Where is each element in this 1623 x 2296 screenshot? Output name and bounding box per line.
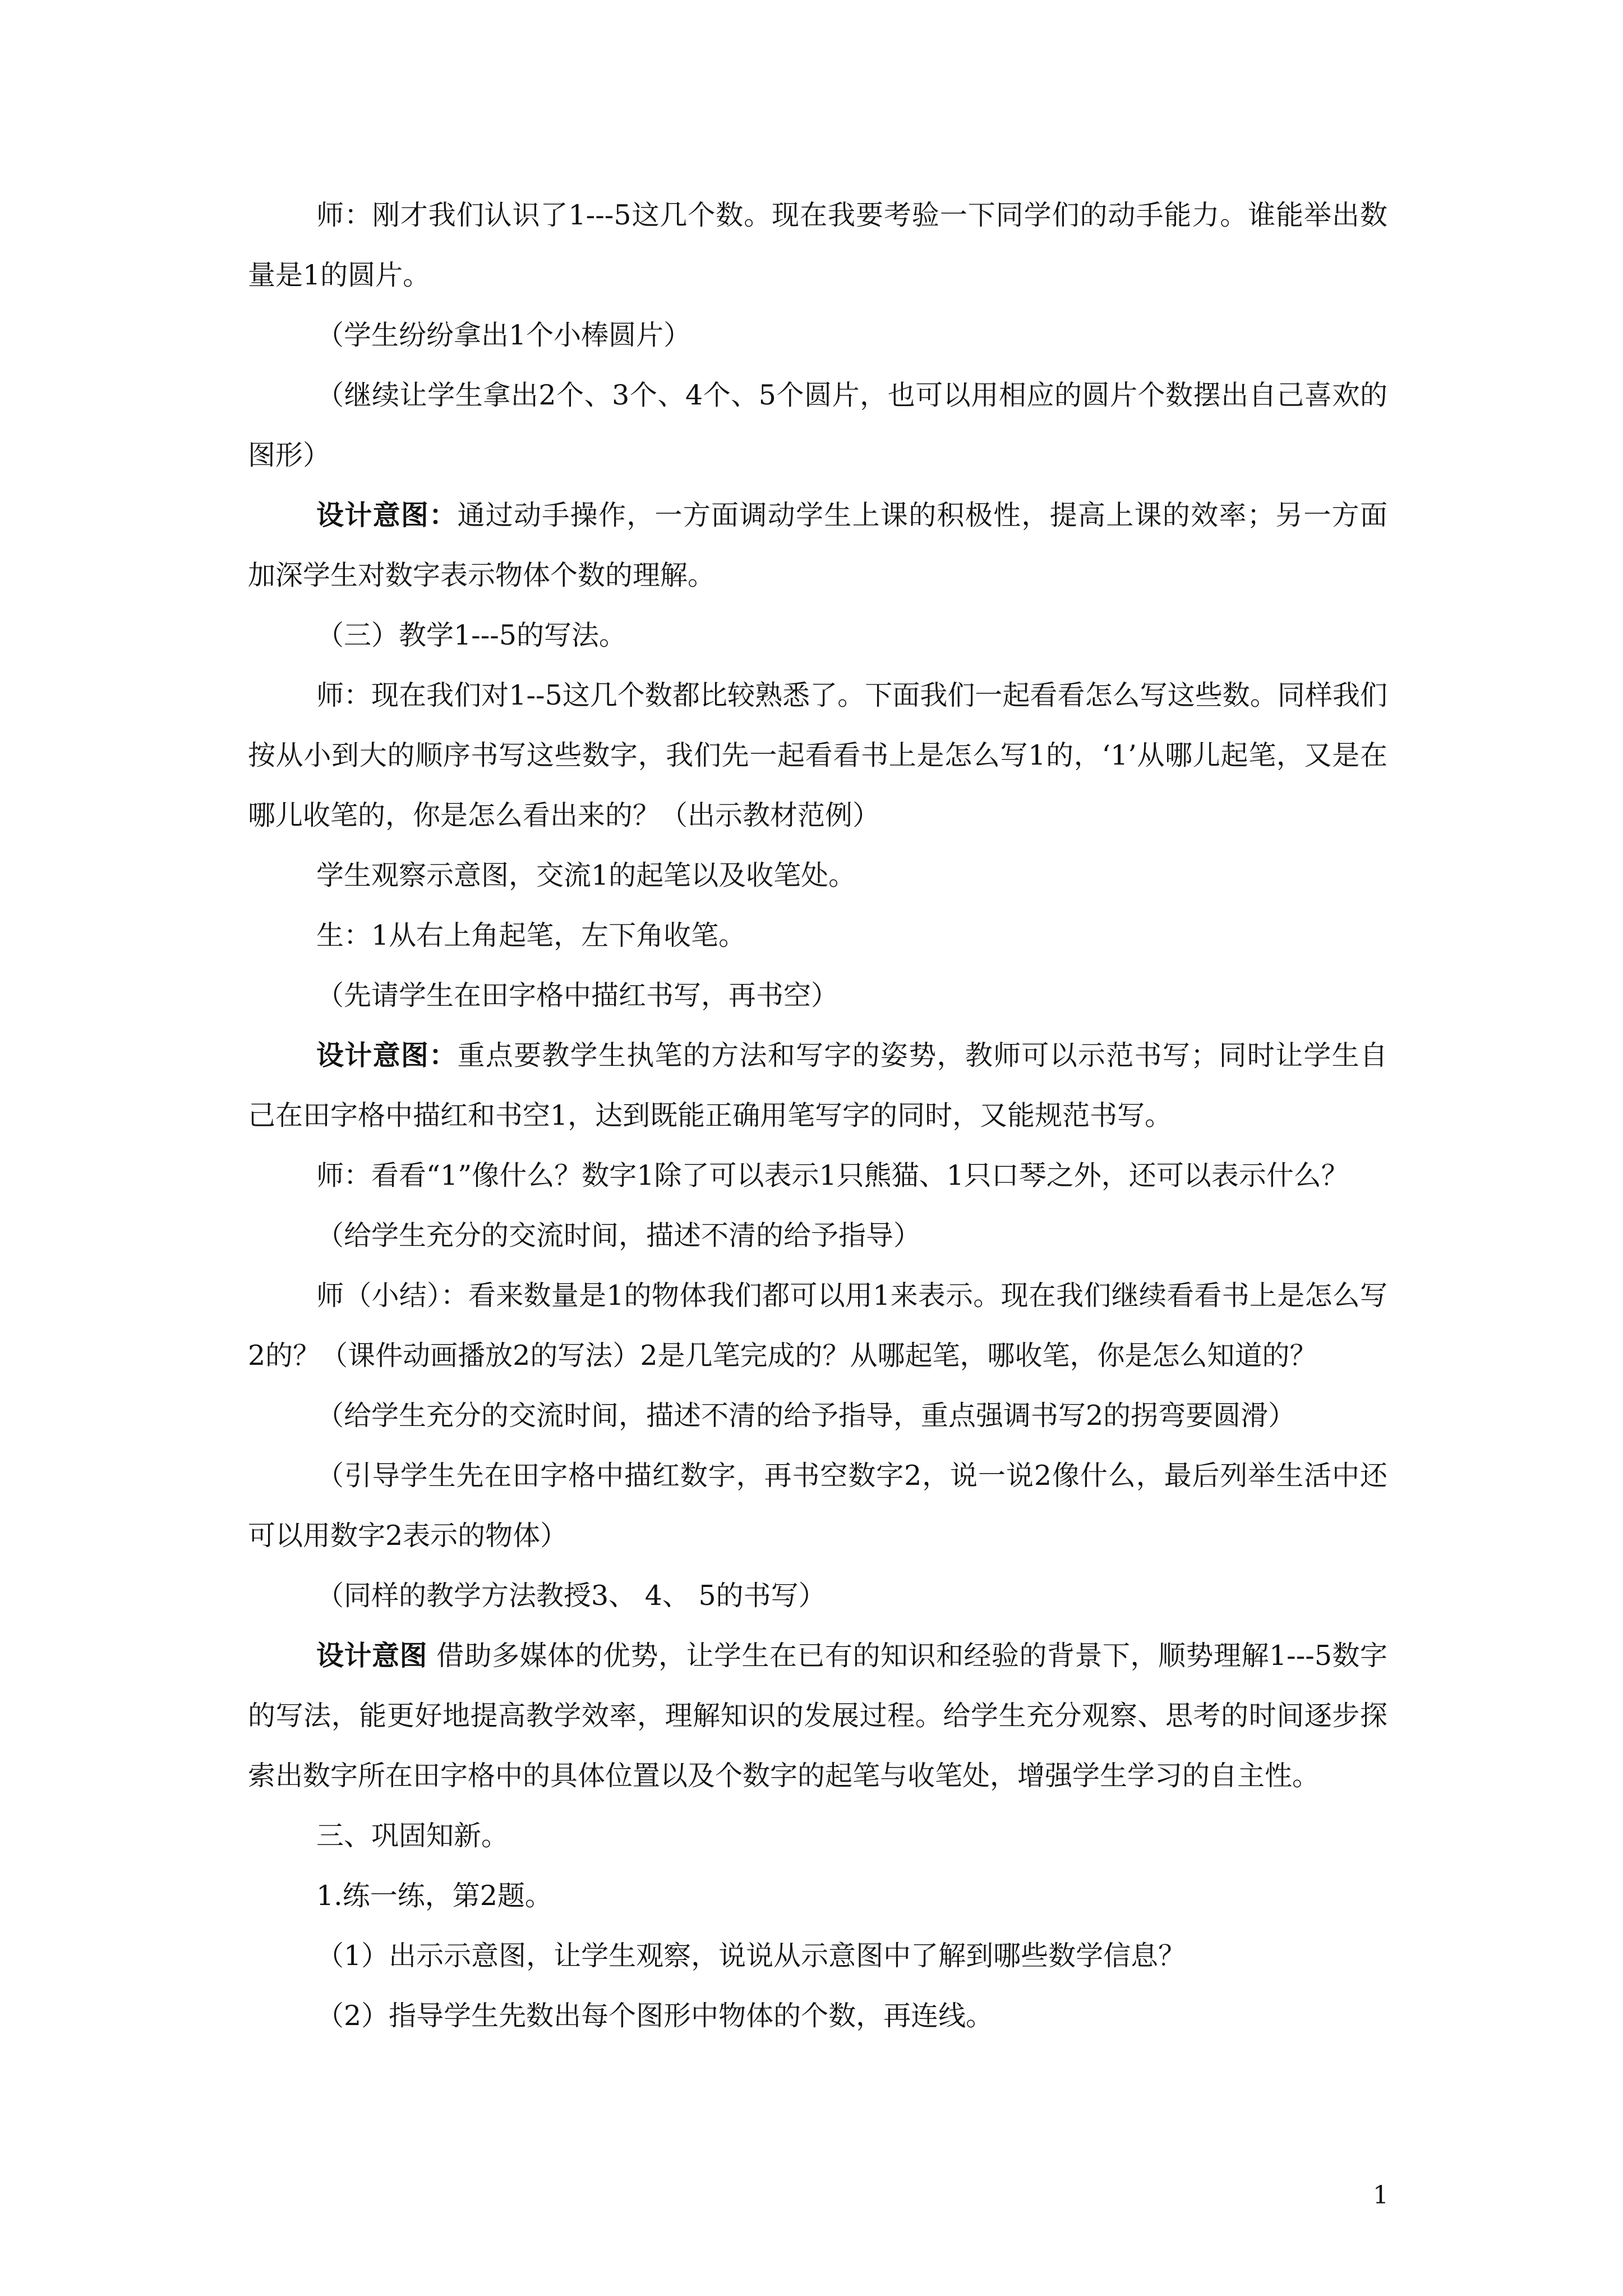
paragraph <box>248 1866 1387 1926</box>
paragraph <box>248 1386 1387 1446</box>
paragraph-label: 设计意图： <box>316 499 458 531</box>
paragraph <box>248 1806 1387 1866</box>
paragraph-text: 学生观察示意图，交流1的起笔以及收笔处。 <box>316 859 856 891</box>
page-number: 1 <box>1373 2181 1389 2210</box>
paragraph-text: （同样的教学方法教授3、 4、 5的书写） <box>316 1580 826 1612</box>
paragraph <box>248 1926 1387 1986</box>
paragraph-text: （2）指导学生先数出每个图形中物体的个数，再连线。 <box>316 2000 994 2032</box>
paragraph <box>248 365 1387 485</box>
paragraph <box>248 1025 1387 1145</box>
paragraph-text: 借助多媒体的优势，让学生在已有的知识和经验的背景下，顺势理解1---5数字的写法，能更好地提高教学效率，理解知识的发展过程。给学生充分观察、思考的时间逐步探索出数字所在田字格中的具体位置以及个数字的起笔与收笔处，增强学生学习的自主性。 <box>248 1640 1387 1792</box>
paragraph-text: 师（小结）：看来数量是1的物体我们都可以用1来表示。现在我们继续看看书上是怎么写2的？（课件动画播放2的写法）2是几笔完成的？从哪起笔，哪收笔，你是怎么知道的？ <box>248 1280 1387 1372</box>
paragraph-text: （给学生充分的交流时间，描述不清的给予指导） <box>316 1220 921 1251</box>
paragraph-text: 三、巩固知新。 <box>316 1820 509 1852</box>
paragraph-text: （引导学生先在田字格中描红数字，再书空数字2，说一说2像什么，最后列举生活中还可以用数字2表示的物体） <box>248 1460 1387 1552</box>
paragraph <box>248 845 1387 905</box>
paragraph <box>248 1446 1387 1566</box>
paragraph <box>248 965 1387 1025</box>
paragraph-label: 设计意图： <box>316 1039 458 1071</box>
paragraph-text: 师：刚才我们认识了1---5这几个数。现在我要考验一下同学们的动手能力。谁能举出数量是1的圆片。 <box>248 199 1387 291</box>
paragraph <box>248 1266 1387 1386</box>
paragraph-text: 通过动手操作，一方面调动学生上课的积极性，提高上课的效率；另一方面加深学生对数字表示物体个数的理解。 <box>248 499 1387 591</box>
paragraph-label: 设计意图 <box>316 1639 427 1672</box>
paragraph-text: （1）出示示意图，让学生观察，说说从示意图中了解到哪些数学信息？ <box>316 1940 1186 1972</box>
paragraph <box>248 665 1387 845</box>
paragraph <box>248 1205 1387 1266</box>
paragraph-text: 师：看看“1”像什么？数字1除了可以表示1只熊猫、1只口琴之外，还可以表示什么？ <box>316 1159 1349 1191</box>
paragraph <box>248 605 1387 665</box>
paragraph <box>248 185 1387 305</box>
paragraph-text: （给学生充分的交流时间，描述不清的给予指导，重点强调书写2的拐弯要圆滑） <box>316 1400 1296 1432</box>
paragraph <box>248 905 1387 965</box>
paragraph <box>248 1145 1387 1205</box>
paragraph <box>248 1626 1387 1806</box>
paragraph <box>248 485 1387 605</box>
paragraph <box>248 1566 1387 1626</box>
paragraph-text: （学生纷纷拿出1个小棒圆片） <box>316 319 691 351</box>
document-body <box>248 185 1387 2046</box>
paragraph-text: （先请学生在田字格中描红书写，再书空） <box>316 979 839 1011</box>
paragraph <box>248 1986 1387 2046</box>
paragraph-text: （三）教学1---5的写法。 <box>316 619 627 651</box>
paragraph-text: 生：1从右上角起笔，左下角收笔。 <box>316 919 746 951</box>
paragraph-text: 1.练一练，第2题。 <box>316 1880 552 1912</box>
paragraph-text: 师：现在我们对1--5这几个数都比较熟悉了。下面我们一起看看怎么写这些数。同样我们按从小到大的顺序书写这些数字，我们先一起看看书上是怎么写1的，‘1’从哪儿起笔，又是在哪儿收笔的，你是怎么看出来的？（出示教材范例） <box>248 679 1387 831</box>
paragraph-text: 重点要教学生执笔的方法和写字的姿势，教师可以示范书写；同时让学生自己在田字格中描红和书空1，达到既能正确用笔写字的同时，又能规范书写。 <box>248 1039 1387 1131</box>
paragraph <box>248 305 1387 365</box>
paragraph-text: （继续让学生拿出2个、3个、4个、5个圆片，也可以用相应的圆片个数摆出自己喜欢的图形） <box>248 379 1387 471</box>
